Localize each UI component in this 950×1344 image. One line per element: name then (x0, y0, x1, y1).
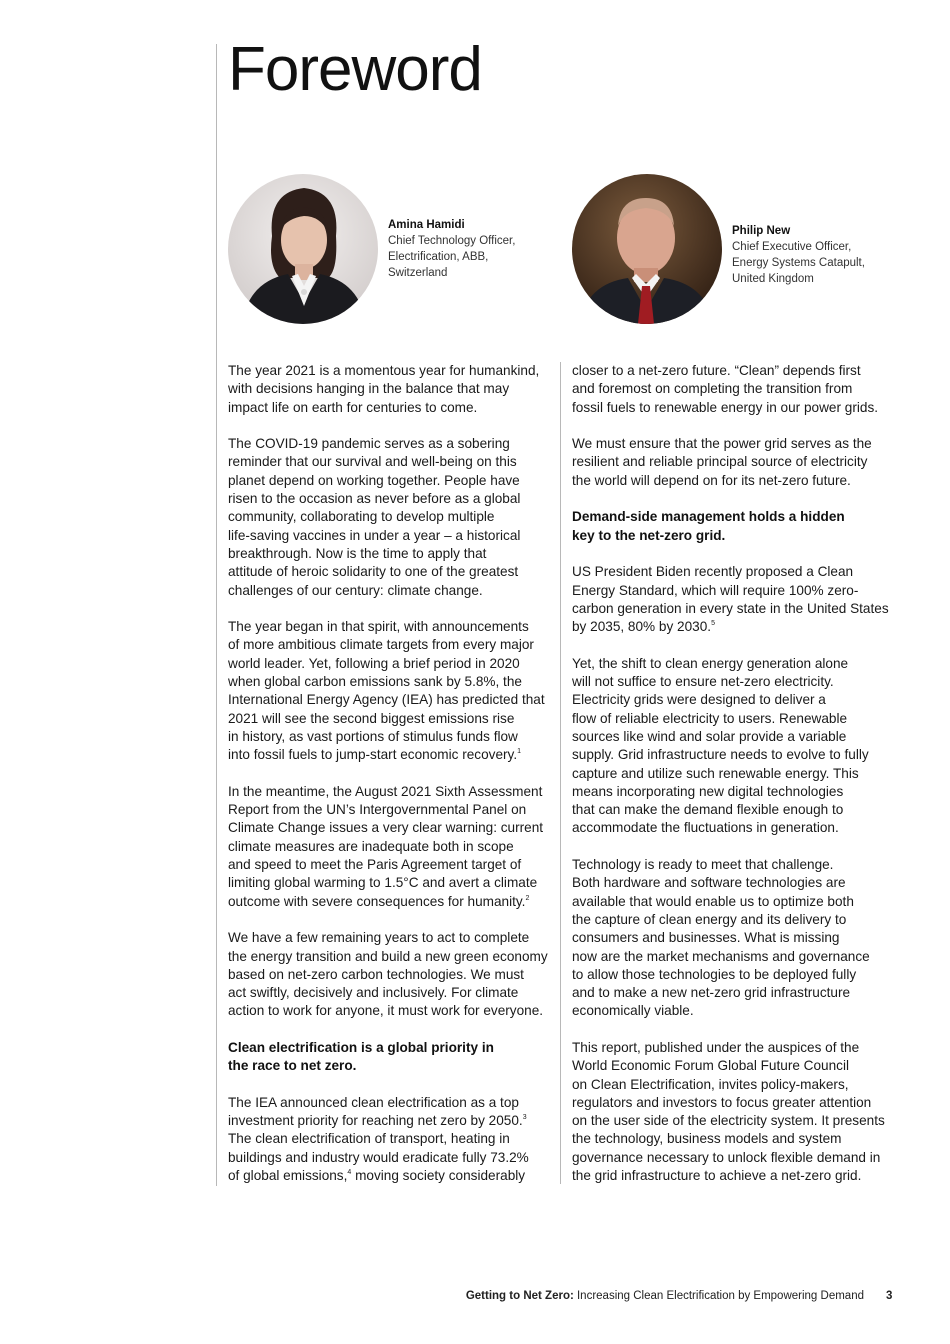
left-column (228, 362, 553, 1204)
author-country-line: United Kingdom (732, 273, 814, 285)
footnote-ref: 1 (517, 748, 522, 756)
author-org-line: Electrification, ABB, (388, 251, 489, 263)
footnote-ref: 3 (522, 1114, 527, 1122)
paragraph: The COVID-19 pandemic serves as a sobering reminder that our survival and well-being on this planet depend on working together. People have risen to the occasion as never before as a global community, collaborating to develop multiple life-saving vaccines in under a year – a historical breakthrough. Now is the time to apply that attitude of heroic solidarity to one of the greatest challenges of our century: climate change. (228, 436, 521, 598)
author-photo-amina-hamidi (228, 174, 378, 324)
footer-running-title (466, 1290, 864, 1302)
section-heading: Clean electrification is a global priority in the race to net zero. (228, 1039, 494, 1074)
paragraph: The year 2021 is a momentous year for humankind, with decisions hanging in the balance that may impact life on earth for centuries to come. (228, 363, 540, 415)
page-title: Foreword (228, 35, 482, 104)
author-role-line: Chief Technology Officer, (388, 235, 516, 247)
column-divider (560, 362, 561, 1184)
paragraph: We must ensure that the power grid serves as the resilient and reliable principal source of electricity the world will depend on for its net-zero future. (572, 436, 872, 488)
author-org-line: Energy Systems Catapult, (732, 257, 865, 269)
footer-title-rest: Increasing Clean Electrification by Empowering Demand (573, 1290, 864, 1302)
paragraph: US President Biden recently proposed a Clean Energy Standard, which will require 100% zero- carbon generation in every state in the United States by 2035, 80% by 2030.$^5$ (572, 564, 889, 635)
author-name: Amina Hamidi (388, 219, 465, 231)
title-rule (216, 44, 217, 1186)
author-name: Philip New (732, 225, 791, 237)
page-number: 3 (886, 1290, 893, 1302)
paragraph: The IEA announced clean electrification as a top investment priority for reaching net zero by 2050.$^3$ The clean electrification of transport, heating in buildings and industry would eradicate fully 73.2% of global emissions,$^4$ moving society considerably (228, 1094, 529, 1184)
paragraph: We have a few remaining years to act to complete the energy transition and build a new green economy based on net-zero carbon technologies. We must act swiftly, decisively and inclusively. For climate action to work for anyone, it must work for everyone. (228, 930, 548, 1019)
author-country-line: Switzerland (388, 267, 448, 279)
paragraph: The year began in that spirit, with announcements of more ambitious climate targets from every major world leader. Yet, following a brief period in 2020 when global carbon emissions sank by 5.8%, the International Energy Agency (IEA) has predicted that 2021 will see the second biggest emissions rise in history, as vast portions of stimulus funds flow into fossil fuels to jump-start economic recovery.$^1$ (228, 619, 545, 763)
paragraph: Technology is ready to meet that challenge. Both hardware and software technologies are available that would enable us to optimize both the capture of clean energy and its delivery to consumers and businesses. What is missing now are the market mechanisms and governance to allow those technologies to be deployed fully and to make a new net-zero grid infrastructure economically viable. (572, 857, 870, 1019)
section-heading: Demand-side management holds a hidden key to the net-zero grid. (572, 509, 845, 543)
author-role-line: Chief Executive Officer, (732, 241, 852, 253)
author-bio-amina-hamidi (388, 217, 515, 281)
paragraph: In the meantime, the August 2021 Sixth Assessment Report from the UN’s Intergovernmental Panel on Climate Change issues a very clear warning: current climate measures are inadequate both in scope and speed to meet the Paris Agreement target of limiting global warming to 1.5°C and avert a climate outcome with severe consequences for humanity.$^2$ (228, 783, 544, 909)
paragraph: Yet, the shift to clean energy generation alone will not suffice to ensure net-zero electricity. Electricity grids were designed to deliver a flow of reliable electricity to users. Renewable sources like wind and solar provide a variable supply. Grid infrastructure needs to evolve to fully capture and utilize such renewable energy. This means incorporating new digital technologies that can make the demand flexible enough to accommodate the fluctuations in generation. (572, 655, 869, 836)
author-photo-philip-new (572, 174, 722, 324)
footnote-ref: 2 (525, 894, 530, 902)
paragraph: This report, published under the auspices of the World Economic Forum Global Future Council on Clean Electrification, invites policy-makers, regulators and investors to focus greater attention on the user side of the electricity system. It presents the technology, business models and system governance necessary to unlock flexible demand in the grid infrastructure to achieve a net-zero grid. (572, 1039, 885, 1184)
paragraph: closer to a net-zero future. “Clean” depends first and foremost on completing the transition from fossil fuels to renewable energy in our power grids. (572, 363, 879, 415)
footnote-ref: 4 (347, 1169, 352, 1177)
footer-title-bold: Getting to Net Zero: (465, 1290, 574, 1302)
right-column (572, 362, 902, 1204)
footnote-ref: 5 (711, 620, 715, 628)
author-bio-philip-new (732, 223, 865, 287)
